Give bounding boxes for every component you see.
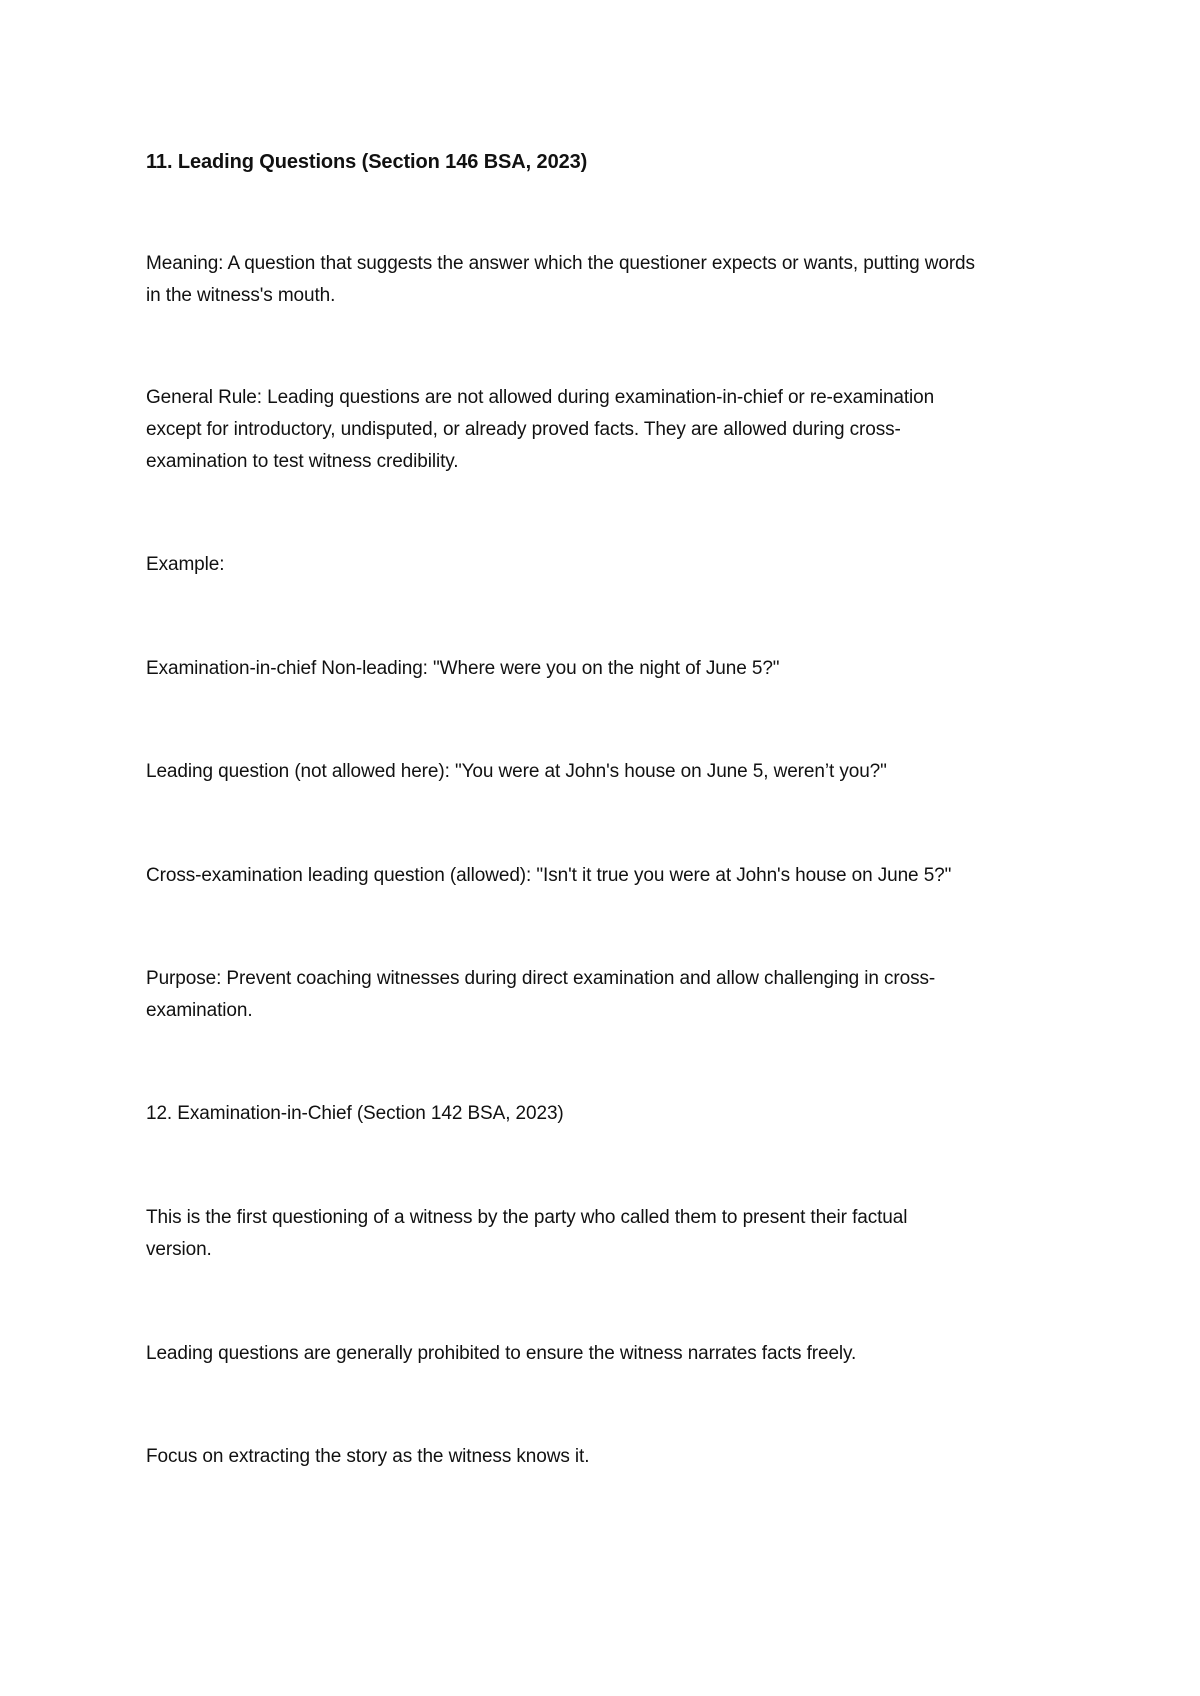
general-rule-paragraph	[146, 382, 1066, 478]
paragraph-line: General Rule: Leading questions are not allowed during examination-in-chief or re-examination	[146, 387, 935, 408]
section-heading-leading-questions	[146, 146, 1066, 178]
section-heading-examination-in-chief	[146, 1098, 1066, 1130]
meaning-paragraph	[146, 248, 1066, 312]
purpose-paragraph	[146, 963, 1066, 1027]
paragraph-line: in the witness's mouth.	[146, 285, 336, 306]
paragraph-line: This is the first questioning of a witness by the party who called them to present their factual	[146, 1207, 908, 1228]
first-questioning-paragraph	[146, 1202, 1066, 1266]
example-leading-not-allowed	[146, 756, 1066, 788]
paragraph-line: Cross-examination leading question (allowed): "Isn't it true you were at John's house on June 5?"	[146, 865, 952, 886]
paragraph-line: examination.	[146, 1000, 253, 1021]
paragraph-line: version.	[146, 1239, 212, 1260]
focus-paragraph	[146, 1441, 1066, 1473]
example-non-leading	[146, 653, 1066, 685]
leading-prohibited-paragraph	[146, 1338, 1066, 1370]
paragraph-line: Leading question (not allowed here): "You were at John's house on June 5, weren’t you?"	[146, 761, 887, 782]
paragraph-line: Focus on extracting the story as the witness knows it.	[146, 1446, 590, 1467]
paragraph-line: Examination-in-chief Non-leading: "Where were you on the night of June 5?"	[146, 658, 780, 679]
paragraph-line: except for introductory, undisputed, or already proved facts. They are allowed during cross-	[146, 419, 901, 440]
heading-text: 12. Examination-in-Chief (Section 142 BSA, 2023)	[146, 1103, 564, 1124]
paragraph-line: Leading questions are generally prohibited to ensure the witness narrates facts freely.	[146, 1343, 857, 1364]
example-label	[146, 549, 1066, 581]
paragraph-line: examination to test witness credibility.	[146, 451, 459, 472]
paragraph-line: Example:	[146, 554, 225, 575]
paragraph-line: Meaning: A question that suggests the answer which the questioner expects or wants, putting words	[146, 253, 975, 274]
heading-text: 11. Leading Questions (Section 146 BSA, 2023)	[146, 151, 588, 173]
paragraph-line: Purpose: Prevent coaching witnesses during direct examination and allow challenging in cross-	[146, 968, 936, 989]
example-cross-examination	[146, 860, 1066, 892]
